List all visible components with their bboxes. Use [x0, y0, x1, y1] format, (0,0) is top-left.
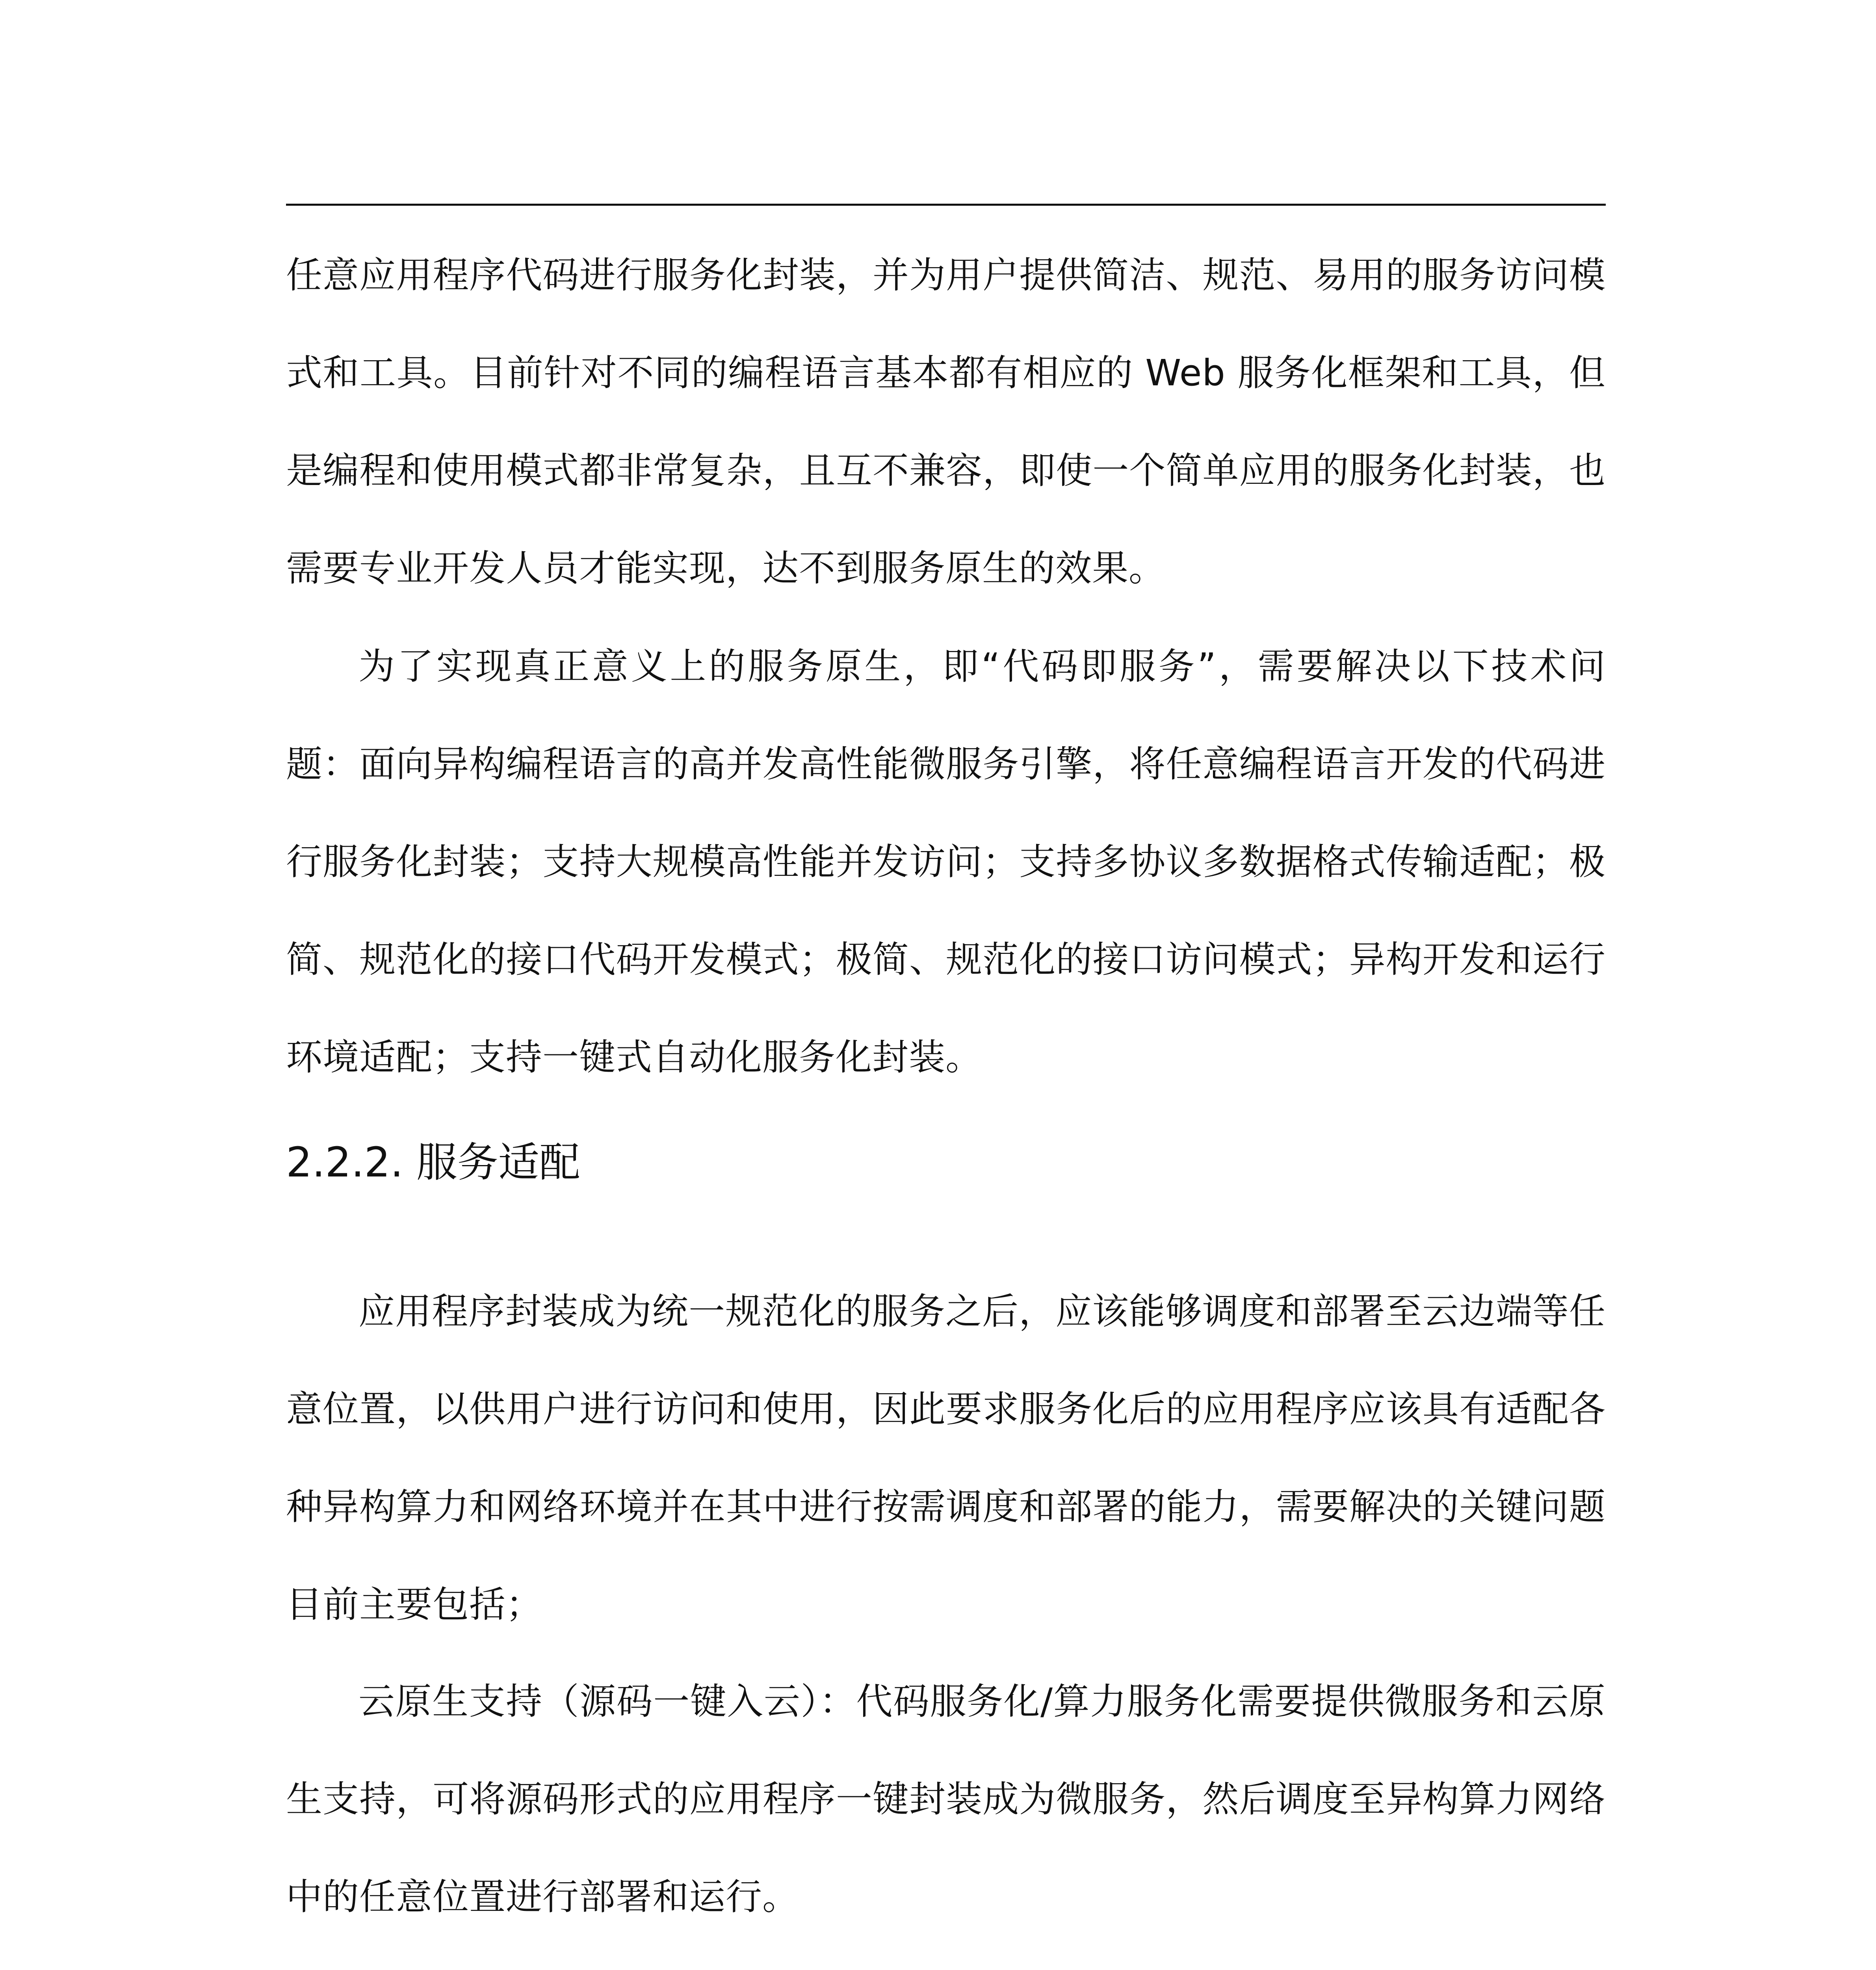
- paragraph-service-native-requirements: 为了实现真正意义上的服务原生，即“代码即服务”，需要解决以下技术问题：面向异构编程语言的高并发高性能微服务引擎，将任意编程语言开发的代码进行服务化封装；支持大规模高性能并发访问；支持多协议多数据格式传输适配；极简、规范化的接口代码开发模式；极简、规范化的接口访问模式；异构开发和运行环境适配；支持一键式自动化服务化封装。: [286, 645, 1606, 1078]
- paragraph-service-adaptation-intro: 应用程序封装成为统一规范化的服务之后，应该能够调度和部署至云边端等任意位置，以供用户进行访问和使用，因此要求服务化后的应用程序应该具有适配各种异构算力和网络环境并在其中进行按需调度和部署的能力，需要解决的关键问题目前主要包括；: [286, 1290, 1606, 1626]
- paragraph-cloud-native-support: 云原生支持（源码一键入云）：代码服务化/算力服务化需要提供微服务和云原生支持，可将源码形式的应用程序一键封装成为微服务，然后调度至异构算力网络中的任意位置进行部署和运行。: [286, 1680, 1606, 1918]
- header-rule: [286, 204, 1606, 206]
- paragraph-code-service-encapsulation: 任意应用程序代码进行服务化封装，并为用户提供简洁、规范、易用的服务访问模式和工具。目前针对不同的编程语言基本都有相应的 Web 服务化框架和工具，但是编程和使用模式都非常复杂，且互不兼容，即使一个简单应用的服务化封装，也需要专业开发人员才能实现，达不到服务原生的效果。: [286, 254, 1606, 589]
- paragraph-online-compute-service: [286, 1946, 1606, 1970]
- section-heading-service-adaptation: 2.2.2. 服务适配: [286, 1138, 580, 1186]
